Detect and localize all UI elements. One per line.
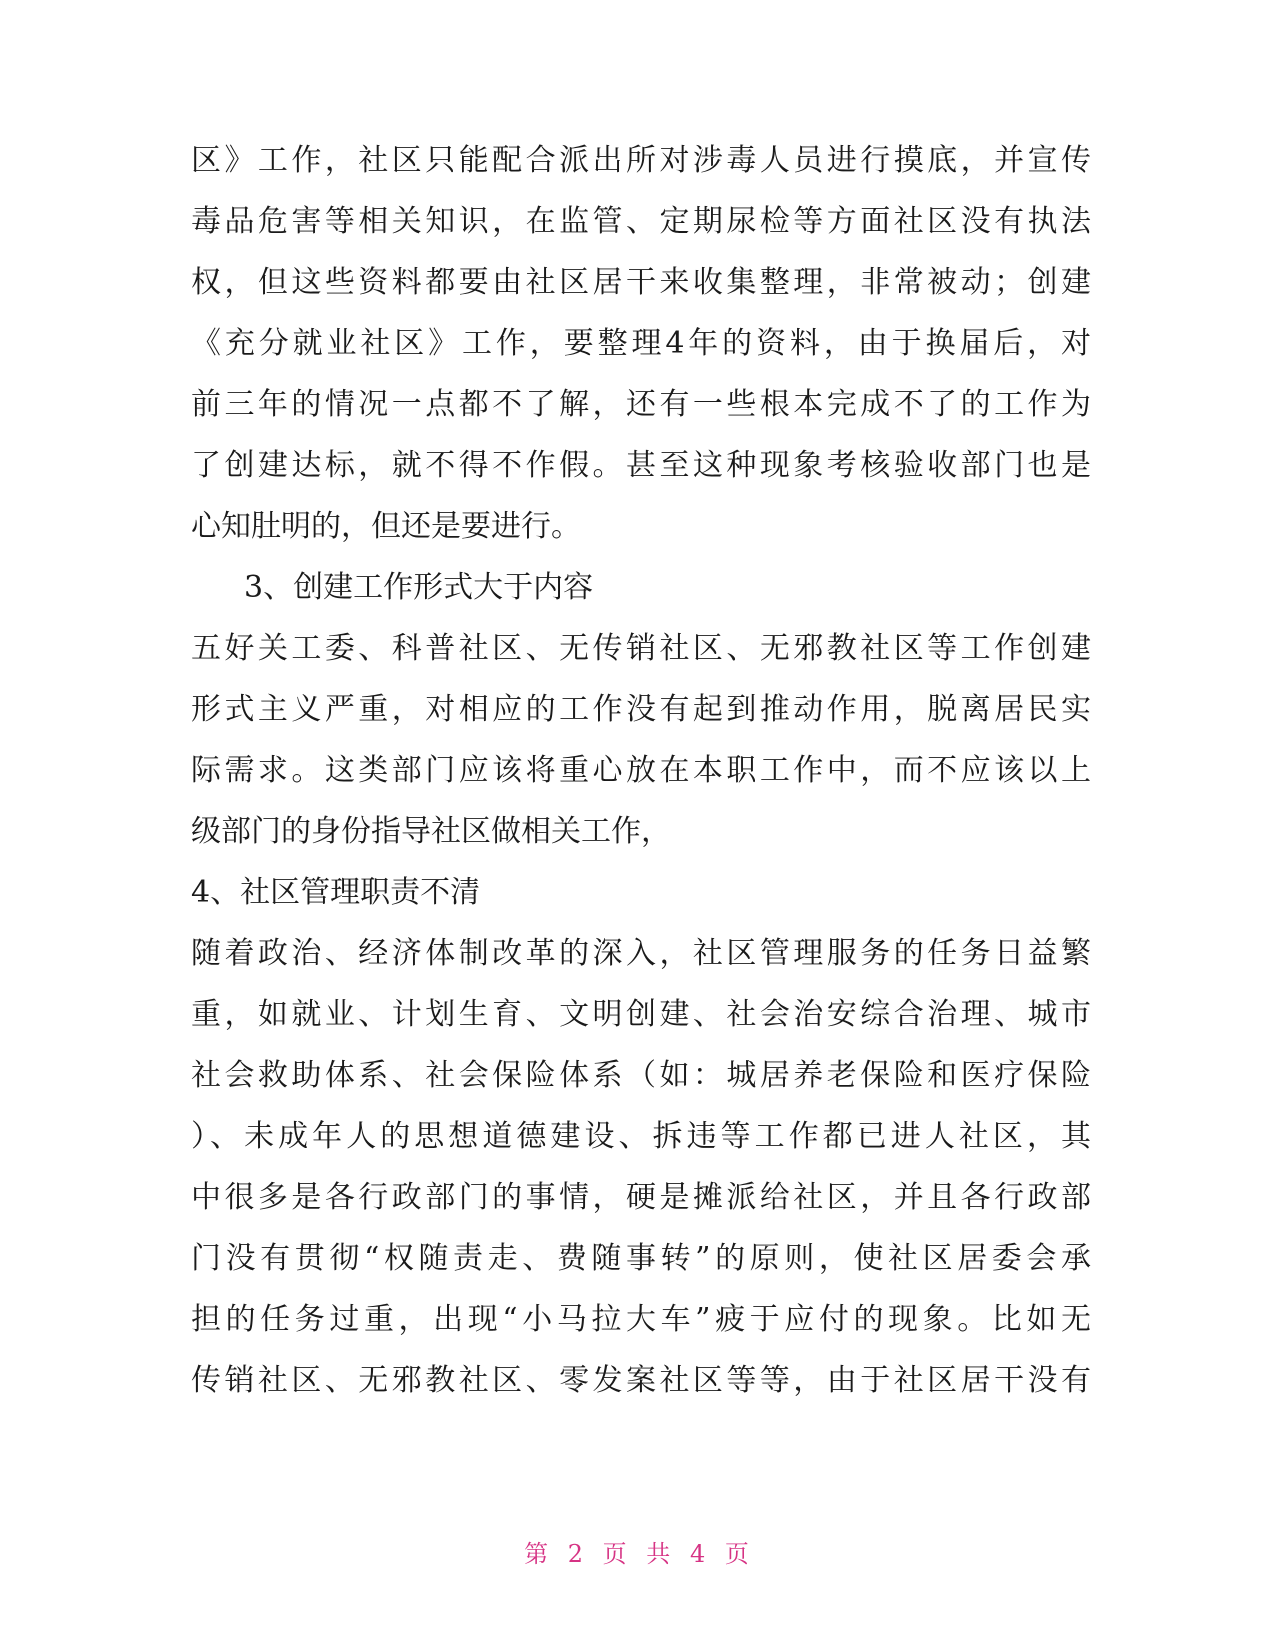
paragraph-line: 传销社区、无邪教社区、零发案社区等等，由于社区居干没有: [191, 1363, 1091, 1398]
paragraph-line: 中很多是各行政部门的事情，硬是摊派给社区，并且各行政部: [191, 1180, 1091, 1215]
paragraph-line: 毒品危害等相关知识，在监管、定期尿检等方面社区没有执法: [191, 204, 1091, 239]
paragraph-line: ）、未成年人的思想道德建设、拆违等工作都已进人社区，其: [191, 1119, 1091, 1154]
paragraph-line: 社会救助体系、社会保险体系（如：城居养老保险和医疗保险: [191, 1058, 1091, 1093]
paragraph-line: 权，但这些资料都要由社区居干来收集整理，非常被动；创建: [191, 265, 1091, 300]
paragraph-line: 《充分就业社区》工作，要整理4年的资料，由于换届后，对: [191, 326, 1091, 361]
paragraph-line: 担的任务过重，出现“小马拉大车”疲于应付的现象。比如无: [191, 1302, 1091, 1337]
paragraph-line: 区》工作，社区只能配合派出所对涉毒人员进行摸底，并宣传: [191, 143, 1091, 178]
paragraph-line: 级部门的身份指导社区做相关工作，: [191, 814, 671, 849]
paragraph-line: 心知肚明的，但还是要进行。: [191, 509, 581, 544]
paragraph-line: 前三年的情况一点都不了解，还有一些根本完成不了的工作为: [191, 387, 1091, 422]
paragraph-line: 形式主义严重，对相应的工作没有起到推动作用，脱离居民实: [191, 692, 1091, 727]
section-heading: 3、创建工作形式大于内容: [244, 570, 594, 605]
page-number-footer: 第 2 页 共 4 页: [524, 1540, 751, 1568]
paragraph-line: 际需求。这类部门应该将重心放在本职工作中，而不应该以上: [191, 753, 1091, 788]
paragraph-line: 随着政治、经济体制改革的深入，社区管理服务的任务日益繁: [191, 936, 1091, 971]
paragraph-line: 重，如就业、计划生育、文明创建、社会治安综合治理、城市: [191, 997, 1091, 1032]
paragraph-line: 门没有贯彻“权随责走、费随事转”的原则，使社区居委会承: [191, 1241, 1091, 1276]
section-heading: 4、社区管理职责不清: [191, 875, 481, 910]
paragraph-line: 五好关工委、科普社区、无传销社区、无邪教社区等工作创建: [191, 631, 1091, 666]
paragraph-line: 了创建达标，就不得不作假。甚至这种现象考核验收部门也是: [191, 448, 1091, 483]
